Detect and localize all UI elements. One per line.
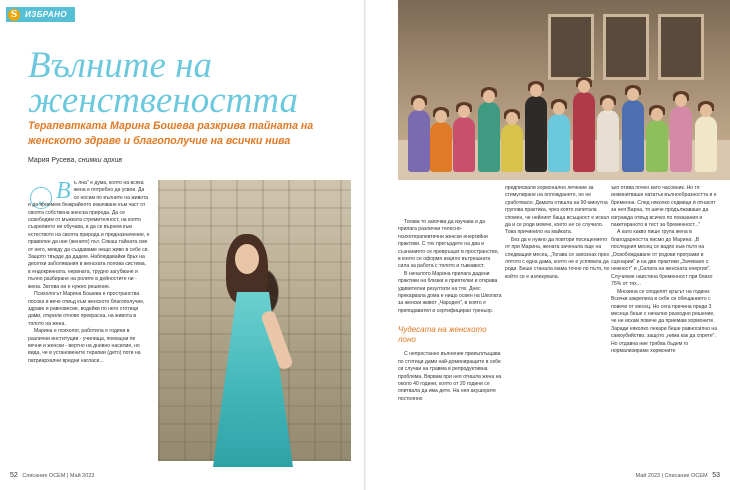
group-photo: [398, 0, 730, 180]
paragraph: Без да е нужно да повтори посещението от при Марина, жената заченала още на следващия месец. „Тогава се запознах през лятото с една дама, която не е успявала да роди. Беше станала мама точно по пътя, по който се е излекувала.: [505, 236, 610, 280]
text-column-3: [398, 219, 502, 403]
section-badge: [6, 7, 75, 22]
byline: [28, 157, 122, 164]
drop-cap: В: [56, 178, 71, 204]
text-column-1: [28, 180, 150, 365]
text-column-4: [505, 185, 610, 281]
portrait-photo: [158, 180, 351, 461]
magazine-logo: S: [8, 9, 20, 21]
woman-figure: [208, 232, 298, 462]
paragraph: ъ лна" е дума, която на всяка жена е потребно да усвои. Да се носим по вълните на живота и да приемем безкрайното изкачване към част от своята собствена женска природа. Да се освободим от мъжката стремителност, на която съзрелието ни обучава, и да се върнем към естеството на своята природа и предназначение, е правилен да ние (жените) път. Сякаш тайната сме от него, между да създаваме нещо живо в себе си. Защото твърде да дадем. Наблюдавайки 8рьх на десетки заболявания в женската полова система, в ендокринната, нервната, трудно загубване и пълно разбиране на ролите в дейностите ни - жена. Затова ни е нужно решение.: [28, 180, 150, 290]
byline-credit: снимки архив: [78, 157, 123, 164]
section-subheading: Чудесата на женското лоно: [398, 325, 487, 345]
right-page: [365, 0, 730, 490]
paragraph: предписвали хормонално лечение за стимулиране на оплождането, но не сработвало. Дамата отишла на 90-минутна групова практика, чрез която изпитала спомен, че нейният баща всъщност е искал да и се роди момче, което не се случило. Това причинило на майката.: [505, 185, 610, 236]
footer-text: Списание ОСЕМ | Май 2023: [22, 473, 95, 479]
section-label: ИЗБРАНО: [25, 10, 67, 19]
paragraph: Марина е психолог, работила е години в различни институции - училища, помощни пе вечни и женски - вертно на дневно насилие, но вида, че в установените терапии (дето) поти на патриархални вредни нагласи...: [28, 328, 141, 364]
text-column-5: [611, 185, 718, 355]
paragraph: В началото Марина прилага дадени практики на близки и приятелки и открива удивителни резултати на тях. Днес прекарвала дома е нищо освен на Школата за женски живот „Чародея", в която е преподавател и сертифициран треньор.: [398, 270, 502, 314]
page-number: 53: [712, 472, 720, 479]
paragraph: Психологът Марина Бошева е пространства посока и вече отвъд към женското благополучие, здраве и равновесие, водейки по него стотици дами, открили отново прекрасна, на живота в тялото на жена.: [28, 291, 145, 327]
title-line-1: Вълните на: [28, 45, 213, 86]
paragraph: ъкп отива почен като часовник. Но тя инжинитваше нататък вълнообразността и е бременна. След няколко седмици ѝ отнасят за нея Варна, тя шече продължаваше да изгражда отвъд всичко по показания и пакетираното в тест за бременност...": [611, 185, 717, 229]
quote-icon: „: [30, 187, 52, 209]
article-subtitle: Терапевтката Марина Бошева разкрива тайната на женското здраве и благополучие на всички нива: [28, 120, 314, 147]
footer-right: [636, 472, 720, 479]
footer-text: Май 2023 | Списание ОСЕМ: [635, 473, 708, 479]
page-number: 52: [10, 472, 18, 479]
paragraph: С непрестанно вълнение превъплъщава по стотици дами най-доминиращите в себе си случаи на травма в репродуктивна проблема. Вярвам при нея отишла жена на около 40 години, която от 20 години се опитвала да има дете. На нея акушерите постоянно: [398, 351, 502, 402]
paragraph: А като какво пише група жена в благодарността писмо до Марина: „В последния месец се вадях към пътя на „Освобождаване от родови програми и сценарии" и на две практики „Зачеване с нежност" и „Силата на женската енергия". Случихме наистина бременност при близо 75% от тях...: [611, 229, 713, 288]
paragraph: Тогава то започва да изучава и да прилага различни телесно-психотерапевтични женски енергийни практики. С тях прегърдете на два и съзнанието се превръщат в пространство, в което се оформя изцяло вътрешната сила за работа с тялото и гъвкавост.: [398, 219, 499, 270]
title-line-2: женствеността: [28, 80, 299, 121]
paragraph: Мнозина се споделят кръгът на години. Всички закрепиха в себе си обещанието с повече от месец. Но сега причина преди 3 месеца беше с начално разходно решение, че не искам повече да приемам хормоните. Заради няколко лекари беше равносилно на самоубийство, защото „нима как да спрете". Но отдавна ние трябва бъдем го нормализираме хормоните: [611, 288, 718, 354]
article-title: [28, 45, 299, 121]
byline-author: Мария Русева,: [28, 157, 79, 164]
footer-left: [10, 472, 94, 479]
